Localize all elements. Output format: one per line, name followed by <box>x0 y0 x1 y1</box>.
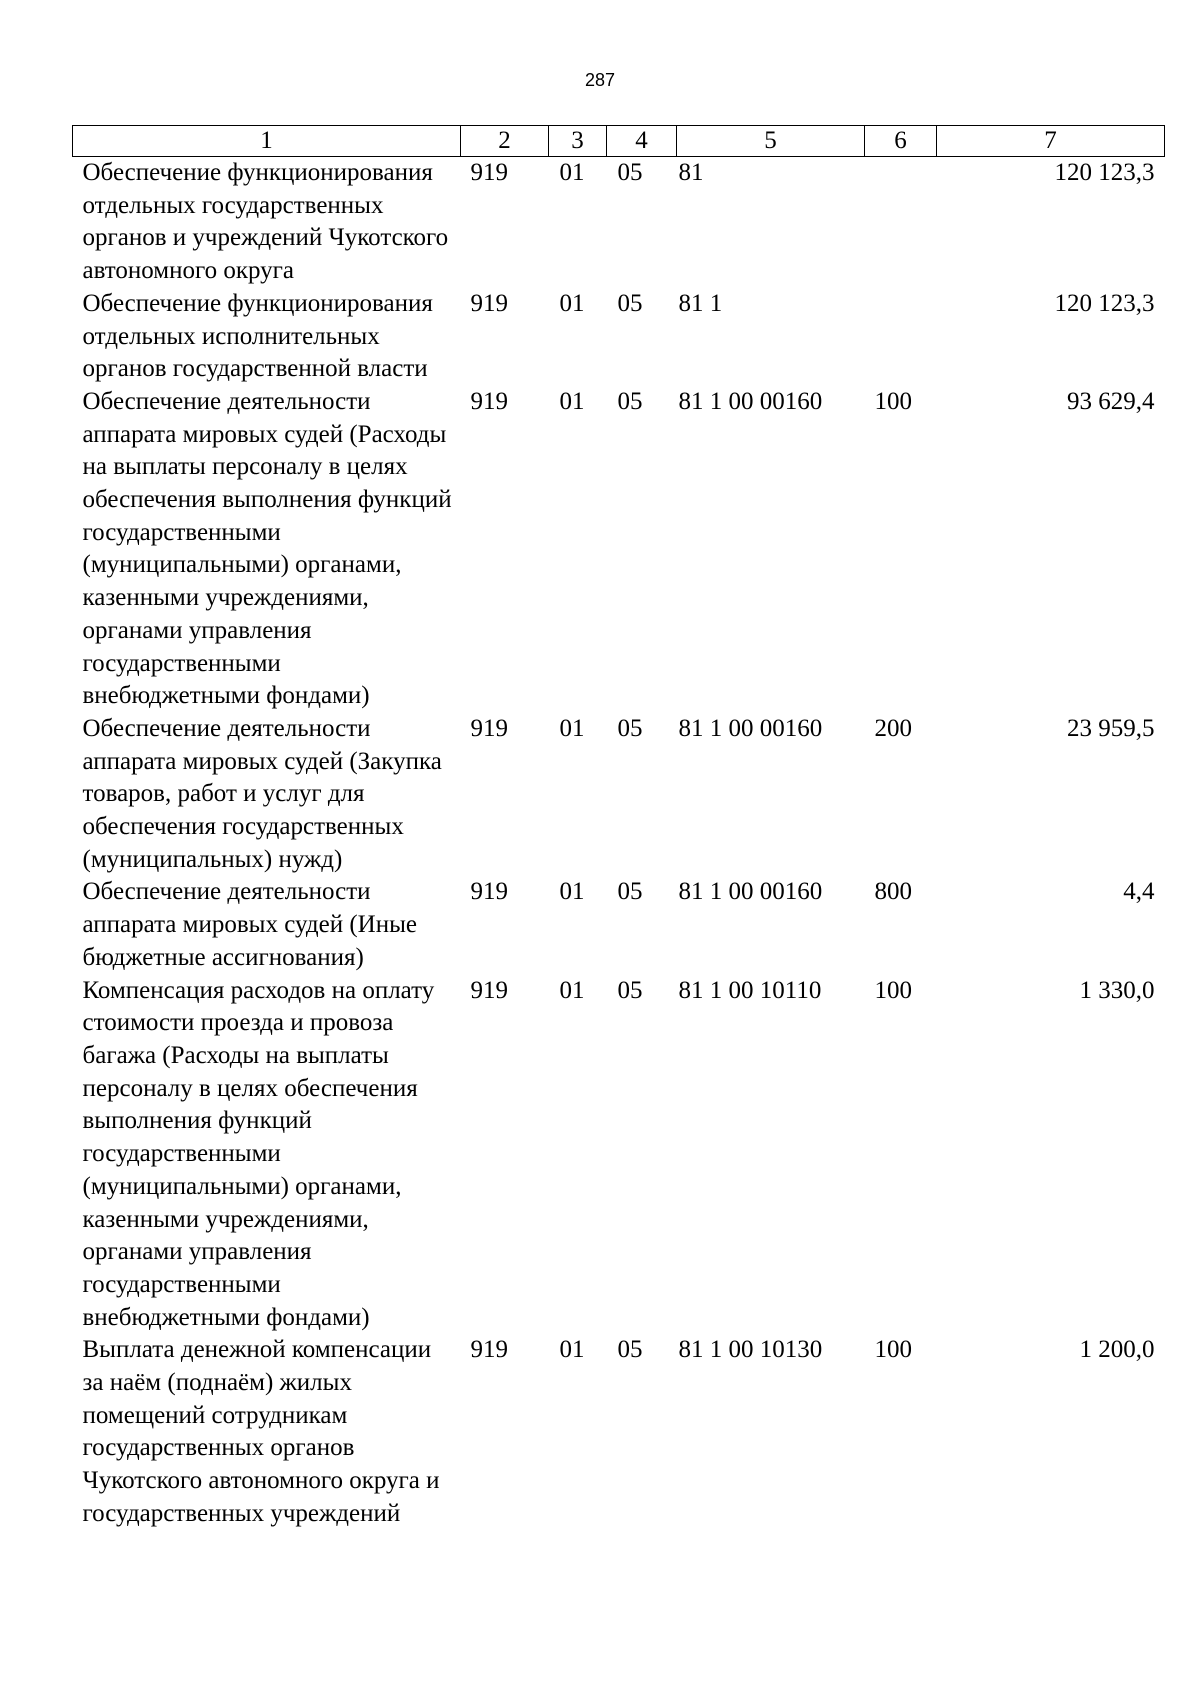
row-amount: 120 123,3 <box>1054 289 1155 317</box>
table-row <box>73 1334 1165 1530</box>
column-header-1: 1 <box>73 126 461 157</box>
header-row <box>73 126 1165 157</box>
row-section-code: 01 <box>559 878 585 906</box>
row-target-article: 81 1 00 10110 <box>678 976 822 1004</box>
row-target-article: 81 1 <box>678 289 723 317</box>
row-subsection-code: 05 <box>617 289 643 317</box>
row-section-code: 01 <box>559 159 585 186</box>
row-subsection-code: 05 <box>617 387 643 415</box>
table-row <box>73 288 1165 386</box>
table-row <box>73 876 1165 974</box>
row-amount: 23 959,5 <box>1067 714 1155 742</box>
row-ministry-code: 919 <box>470 976 508 1004</box>
page-number: 287 <box>584 70 616 90</box>
row-name: Обеспечение функционирования отдельных исполнительных органов государственной власти <box>82 289 433 383</box>
row-section-code: 01 <box>559 1336 585 1364</box>
row-target-article: 81 <box>678 159 704 186</box>
row-ministry-code: 919 <box>470 1336 508 1364</box>
row-name: Обеспечение деятельности аппарата мировых судей (Закупка товаров, работ и услуг для обеспечения государственных (муниципальных) нужд) <box>82 714 442 873</box>
row-target-article: 81 1 00 10130 <box>678 1336 823 1364</box>
row-expense-type: 100 <box>874 976 912 1004</box>
row-amount: 93 629,4 <box>1067 387 1155 415</box>
table-row <box>73 157 1165 288</box>
row-name: Компенсация расходов на оплату стоимости проезда и провоза багажа (Расходы на выплаты персоналу в целях обеспечения выполнения функций государственными (муниципальными) органами, казенными учреждениями, органами управления государственными внебюджетными фондами) <box>82 976 435 1331</box>
column-header-4: 4 <box>607 126 677 157</box>
row-section-code: 01 <box>559 714 585 742</box>
row-subsection-code: 05 <box>617 159 643 186</box>
row-expense-type <box>865 157 937 288</box>
row-target-article: 81 1 00 00160 <box>678 878 823 906</box>
row-ministry-code: 919 <box>470 387 508 415</box>
row-amount: 120 123,3 <box>1054 159 1155 186</box>
column-header-3: 3 <box>549 126 607 157</box>
column-header-7: 7 <box>937 126 1165 157</box>
row-ministry-code: 919 <box>470 289 508 317</box>
row-subsection-code: 05 <box>617 976 643 1004</box>
column-header-5: 5 <box>677 126 865 157</box>
row-name: Обеспечение деятельности аппарата мировых судей (Расходы на выплаты персоналу в целях обеспечения выполнения функций государственными (муниципальными) органами, казенными учреждениями, органами управления государственными внебюджетными фондами) <box>82 387 452 710</box>
row-amount: 4,4 <box>1123 878 1155 906</box>
row-ministry-code: 919 <box>470 159 508 186</box>
row-subsection-code: 05 <box>617 1336 643 1364</box>
row-target-article: 81 1 00 00160 <box>678 387 823 415</box>
row-expense-type: 100 <box>874 1336 912 1364</box>
table-row <box>73 386 1165 713</box>
table-row <box>73 975 1165 1335</box>
row-section-code: 01 <box>559 387 585 415</box>
row-name: Выплата денежной компенсации за наём (поднаём) жилых помещений сотрудникам государственных органов Чукотского автономного округа и государственных учреждений <box>82 1336 440 1527</box>
column-header-2: 2 <box>461 126 549 157</box>
row-ministry-code: 919 <box>470 714 508 742</box>
row-amount: 1 330,0 <box>1079 976 1155 1004</box>
row-expense-type <box>865 288 937 386</box>
row-expense-type: 800 <box>874 878 912 906</box>
row-subsection-code: 05 <box>617 714 643 742</box>
row-ministry-code: 919 <box>470 878 508 906</box>
row-name: Обеспечение функционирования отдельных государственных органов и учреждений Чукотского автономного округа <box>82 159 449 285</box>
row-expense-type: 200 <box>874 714 912 742</box>
row-subsection-code: 05 <box>617 878 643 906</box>
row-section-code: 01 <box>559 289 585 317</box>
budget-table <box>72 125 1165 1531</box>
table-row <box>73 713 1165 877</box>
column-header-6: 6 <box>865 126 937 157</box>
row-expense-type: 100 <box>874 387 912 415</box>
row-section-code: 01 <box>559 976 585 1004</box>
row-amount: 1 200,0 <box>1079 1336 1155 1364</box>
row-target-article: 81 1 00 00160 <box>678 714 823 742</box>
row-name: Обеспечение деятельности аппарата мировых судей (Иные бюджетные ассигнования) <box>82 878 417 971</box>
